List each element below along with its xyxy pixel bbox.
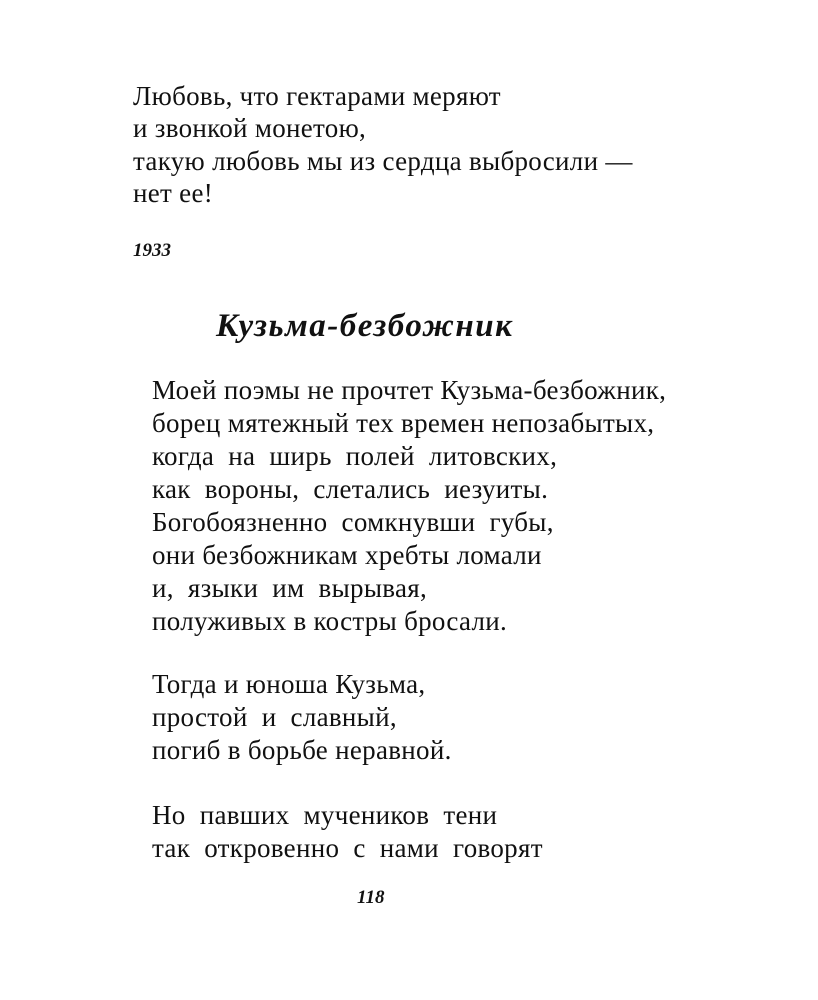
verse-line: погиб в борьбе неравной. — [152, 735, 452, 765]
poem-title: Кузьма-безбожник — [216, 308, 514, 344]
verse-line: и, языки им вырывая, — [152, 573, 428, 603]
verse-line: полуживых в костры бросали. — [152, 606, 508, 636]
poem-date: 1933 — [133, 240, 171, 261]
page-number: 118 — [357, 887, 385, 908]
verse-line: и звонкой монетою, — [133, 113, 367, 143]
verse-line: Тогда и юноша Кузьма, — [152, 669, 426, 699]
verse-line: когда на ширь полей литовских, — [152, 441, 558, 471]
verse-line: так откровенно с нами говорят — [152, 833, 543, 863]
verse-line: Моей поэмы не прочтет Кузьма-безбожник, — [152, 375, 667, 405]
verse-line: Но павших мучеников тени — [152, 800, 498, 830]
verse-line: Любовь, что гектарами меряют — [133, 81, 501, 111]
verse-line: они безбожникам хребты ломали — [152, 540, 542, 570]
verse-line: такую любовь мы из сердца выбросили — — [133, 146, 633, 176]
verse-line: как вороны, слетались иезуиты. — [152, 474, 549, 504]
verse-line: Богобоязненно сомкнувши губы, — [152, 507, 554, 537]
verse-line: нет ее! — [133, 178, 214, 208]
verse-line: простой и славный, — [152, 702, 397, 732]
verse-line: борец мятежный тех времен непозабытых, — [152, 408, 655, 438]
